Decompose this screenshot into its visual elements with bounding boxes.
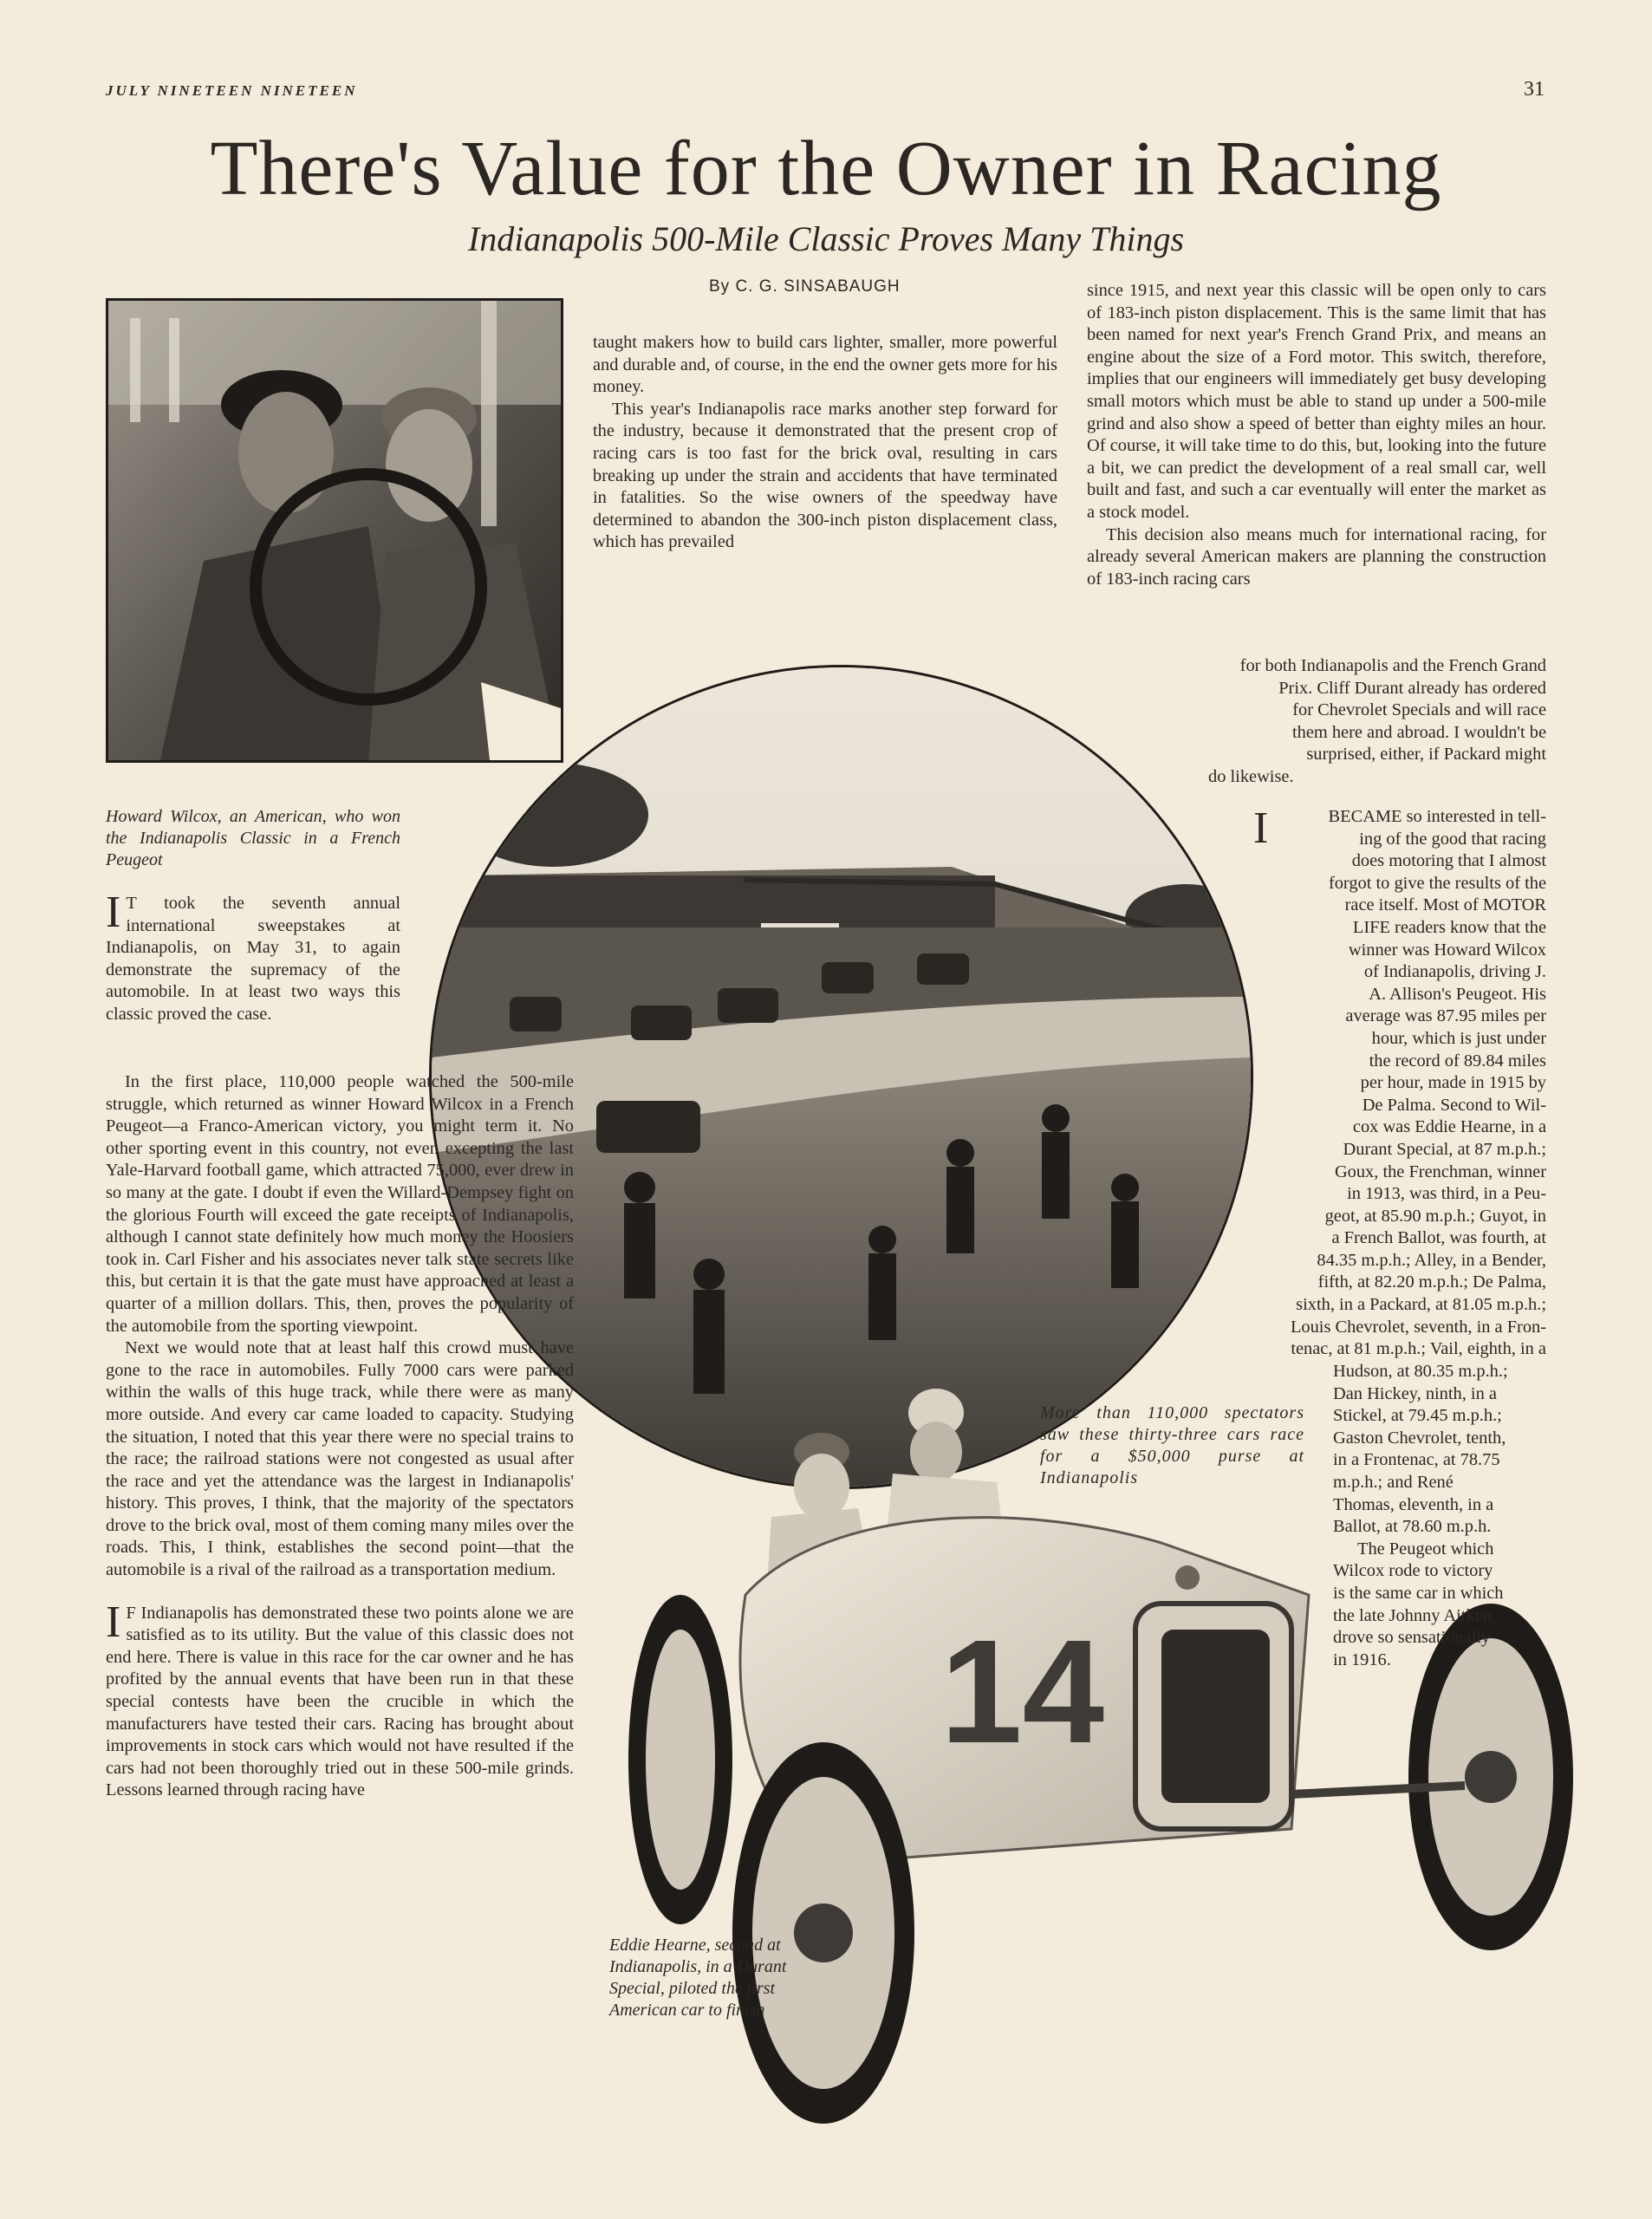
text-line: Ballot, at 78.60 m.p.h. xyxy=(1333,1517,1492,1537)
text-line: them here and abroad. I wouldn't be xyxy=(1291,722,1546,742)
text-line: fifth, at 82.20 m.p.h.; De Palma, xyxy=(1317,1272,1546,1292)
text-line: BECAME so interested in tell- xyxy=(1328,807,1546,826)
text-line: Louis Chevrolet, seventh, in a Fron- xyxy=(1290,1317,1546,1337)
wilcox-caption: Howard Wilcox, an American, who won the Indianapolis Classic in a French Peugeot xyxy=(106,807,400,869)
byline: By C. G. SINSABAUGH xyxy=(709,277,901,296)
paragraph-opening: T took the seventh annual international sweepstakes at Indianapolis, on May 31, to again demonstrate the supremacy of the automobile. In at least two ways this classic proved the case. xyxy=(106,894,400,1024)
article-col-left xyxy=(106,1071,574,1802)
text-line: tenac, at 81 m.p.h.; Vail, eighth, in a xyxy=(1291,1339,1546,1359)
text-line: sixth, in a Packard, at 81.05 m.p.h.; xyxy=(1296,1295,1546,1315)
wilcox-photo xyxy=(108,301,561,760)
text-line: in a Frontenac, at 78.75 xyxy=(1333,1450,1500,1470)
text-line: hour, which is just under xyxy=(1371,1028,1546,1048)
text-line: 84.35 m.p.h.; Alley, in a Bender, xyxy=(1317,1250,1546,1270)
paragraph-lessons: taught makers how to build cars lighter, smaller, more powerful and durable and, of course, in the end the owner gets more for his money. xyxy=(593,333,1057,397)
text-line: average was 87.95 miles per xyxy=(1345,1006,1546,1026)
race-results-lower xyxy=(1333,1361,1550,1671)
paragraph-value: F Indianapolis has demonstrated these two points alone we are satisfied as to its utility. But the value of this classic does not end here. There is value in this race for the car owner and he has profited by the annual events that have been run in that these special contests have been the crucible in which the manufacturers have tested their cars. Racing has brought about improvements in stock cars which would not have resulted if the cars had not been thoroughly tried out in these 500-mile grinds. Lessons learned through racing have xyxy=(106,1603,574,1800)
dropcap-it: I xyxy=(106,888,121,937)
race-results-paragraph xyxy=(1127,806,1546,1361)
hearne-caption: Eddie Hearne, second at Indianapolis, in a Durant Special, piloted the first American car to finish xyxy=(609,1936,787,2020)
text-line: Durant Special, at 87 m.p.h.; xyxy=(1343,1139,1546,1159)
text-line: A. Allison's Peugeot. His xyxy=(1369,984,1546,1004)
article-col-right-wrap xyxy=(1087,655,1546,789)
text-line: Wilcox rode to victory xyxy=(1333,1561,1493,1581)
paragraph-displacement: since 1915, and next year this classic will be open only to cars of 183-inch piston displacement. This is the same limit that has been named for next year's French Grand Prix, and means an engine about the size of a Ford motor. This switch, therefore, implies that our engineers will immediately get busy developing small motors which must be able to stand up under a 500-mile grind and also show a speed of better than eighty miles an hour. Of course, it will take time to do this, but, looking into the future a bit, we can predict the development of a real small car, well built and fast, and such a car eventually will enter the market as a stock model. xyxy=(1087,281,1546,522)
text-line: ing of the good that racing xyxy=(1359,829,1546,849)
text-line: does motoring that I almost xyxy=(1351,851,1546,871)
text-line: race itself. Most of MOTOR xyxy=(1344,895,1546,915)
text-line: Hudson, at 80.35 m.p.h.; xyxy=(1333,1362,1508,1381)
crowd-caption: More than 110,000 spectators saw these thirty-three cars race for a $50,000 purse at Indianapolis xyxy=(1040,1403,1304,1487)
text-line: for Chevrolet Specials and will race xyxy=(1292,700,1546,720)
article-col-right-upper xyxy=(1087,280,1546,590)
paragraph-cars-parked: Next we would note that at least half this crowd must have gone to the race in automobiles. Fully 7000 cars were parked within the walls of this huge track, while there were as many more outside. And every car came loaded to capacity. Studying the situation, I noted that this year there were no special trains to the race; the railroad stations were not congested as usual after the race and yet the attendance was the largest in Indianapolis' history. This proves, I think, that the majority of the spectators drove to the brick oval, most of them coming many miles over the roads. This, I think, establishes the second point—that the automobile is a rival of the railroad as a transportation medium. xyxy=(106,1338,574,1580)
article-title: There's Value for the Owner in Racing xyxy=(210,126,1442,211)
paragraph-international: This decision also means much for international racing, for already several American makers are planning the construction of 183-inch racing cars xyxy=(1087,524,1546,589)
text-line: cox was Eddie Hearne, in a xyxy=(1352,1117,1546,1137)
page-number: 31 xyxy=(1524,78,1545,101)
text-line: in 1916. xyxy=(1333,1650,1391,1669)
text-line: Gaston Chevrolet, tenth, xyxy=(1333,1428,1506,1448)
text-line: Goux, the Frenchman, winner xyxy=(1334,1162,1546,1181)
article-col-middle xyxy=(593,332,1057,554)
running-head: JULY NINETEEN NINETEEN xyxy=(106,82,358,99)
text-line: a French Ballot, was fourth, at xyxy=(1331,1228,1546,1248)
wilcox-photo-frame xyxy=(106,298,563,763)
text-line: Prix. Cliff Durant already has ordered xyxy=(1278,678,1546,698)
text-line: forgot to give the results of the xyxy=(1328,873,1546,893)
text-line: the record of 89.84 miles xyxy=(1369,1051,1546,1070)
text-line: drove so sensationally xyxy=(1333,1628,1491,1648)
text-line: m.p.h.; and René xyxy=(1333,1472,1454,1492)
text-line: Thomas, eleventh, in a xyxy=(1333,1494,1494,1514)
text-line: in 1913, was third, in a Peu- xyxy=(1347,1184,1546,1204)
text-line: The Peugeot which xyxy=(1357,1539,1494,1559)
text-line: for both Indianapolis and the French Grand xyxy=(1239,656,1546,675)
text-line: winner was Howard Wilcox xyxy=(1348,940,1546,960)
text-line: the late Johnny Aitken xyxy=(1333,1605,1492,1625)
text-line: is the same car in which xyxy=(1333,1583,1504,1603)
dropcap-if: I xyxy=(106,1597,121,1647)
text-line: geot, at 85.90 m.p.h.; Guyot, in xyxy=(1324,1206,1546,1226)
text-line: do likewise. xyxy=(1208,766,1294,786)
paragraph-attendance: In the first place, 110,000 people watched the 500-mile struggle, which returned as winner Howard Wilcox in a French Peugeot—a Franco-American victory, you might term it. No other sporting event in this country, not even excepting the last Yale-Harvard football game, which attracted 75,000, ever drew in so many at the gate. I doubt if even the Willard-Dempsey fight on the glorious Fourth will exceed the gate receipts of Indianapolis, although I cannot state definitely how much money the Hoosiers took in. Carl Fisher and his associates never talk state secrets like this, but certain it is that the gate must have approached at least a quarter of a million dollars. This, then, proves the popularity of the automobile from the sporting viewpoint. xyxy=(106,1072,574,1336)
car-number: 14 xyxy=(940,1610,1105,1774)
text-line: Stickel, at 79.45 m.p.h.; xyxy=(1333,1406,1502,1426)
text-line: surprised, either, if Packard might xyxy=(1306,745,1546,765)
dropcap-i: I xyxy=(1253,804,1269,853)
text-line: per hour, made in 1915 by xyxy=(1360,1073,1546,1093)
paragraph-race-marks: This year's Indianapolis race marks another step forward for the industry, because it demonstrated that the present crop of racing cars is too fast for the brick oval, resulting in cars breaking up under the strain and accidents that have terminated in fatalities. So the wise owners of the speedway have determined to abandon the 300-inch piston displacement class, which has prevailed xyxy=(593,399,1057,552)
text-line: LIFE readers know that the xyxy=(1352,917,1546,937)
text-line: Dan Hickey, ninth, in a xyxy=(1333,1383,1497,1403)
text-line: De Palma. Second to Wil- xyxy=(1362,1095,1546,1115)
article-col-left-upper xyxy=(106,888,400,1026)
article-subtitle: Indianapolis 500-Mile Classic Proves Many Things xyxy=(467,219,1185,258)
text-line: of Indianapolis, driving J. xyxy=(1363,962,1546,982)
